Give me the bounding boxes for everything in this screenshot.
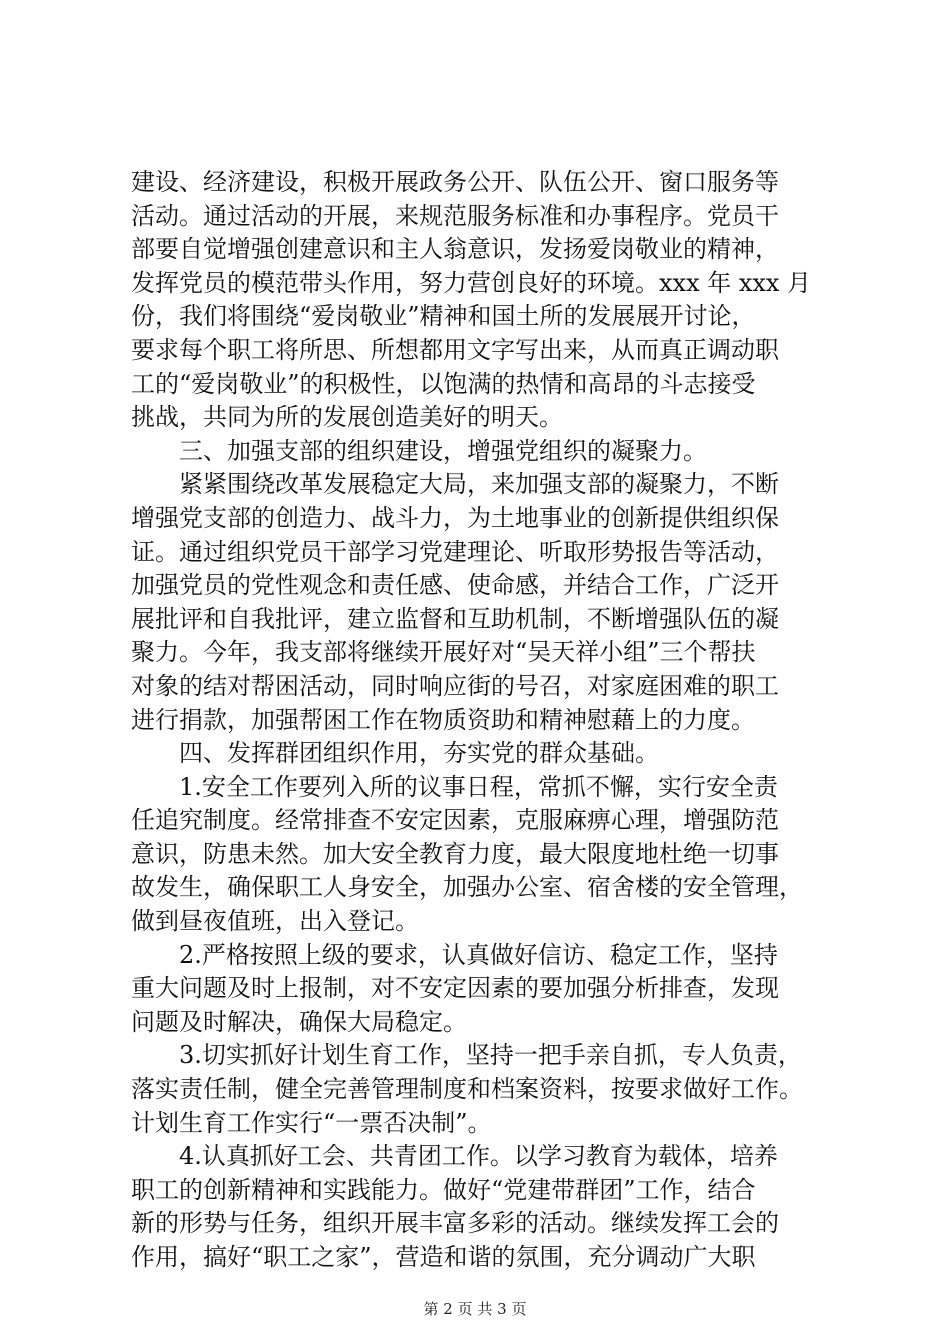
text-line: 落实责任制，健全完善管理制度和档案资料，按要求做好工作。 xyxy=(131,1075,803,1104)
text-line: 对象的结对帮困活动，同时响应街的号召，对家庭困难的职工 xyxy=(131,671,779,700)
document-body xyxy=(131,166,831,1275)
text-line: 加强党员的党性观念和责任感、使命感，并结合工作，广泛开 xyxy=(131,571,779,600)
text-line: 2.严格按照上级的要求，认真做好信访、稳定工作，坚持 xyxy=(179,940,778,969)
text-line: 故发生，确保职工人身安全，加强办公室、宿舍楼的安全管理， xyxy=(131,873,803,902)
text-line: 挑战，共同为所的发展创造美好的明天。 xyxy=(131,403,563,432)
text-line: 计划生育工作实行“一票否决制”。 xyxy=(131,1108,492,1137)
text-line: 问题及时解决，确保大局稳定。 xyxy=(131,1007,467,1036)
text-line: 意识，防患未然。加大安全教育力度，最大限度地杜绝一切事 xyxy=(131,839,779,868)
text-line: 份，我们将围绕“爱岗敬业”精神和国土所的发展展开讨论， xyxy=(131,302,756,331)
text-line: 作用，搞好“职工之家”，营造和谐的氛围，充分调动广大职 xyxy=(131,1243,756,1271)
page-number-footer: 第 2 页 共 3 页 xyxy=(423,1300,527,1318)
section-heading: 四、发挥群团组织作用，夯实党的群众基础。 xyxy=(179,739,659,768)
text-line: 重大问题及时上报制，对不安定因素的要加强分析排查，发现 xyxy=(131,974,779,1003)
text-line: 紧紧围绕改革发展稳定大局，来加强支部的凝聚力，不断 xyxy=(179,470,779,499)
text-line: 展批评和自我批评，建立监督和互助机制，不断增强队伍的凝 xyxy=(131,604,779,633)
text-line: 活动。通过活动的开展，来规范服务标准和办事程序。党员干 xyxy=(131,201,779,230)
text-line: 3.切实抓好计划生育工作，坚持一把手亲自抓，专人负责， xyxy=(179,1041,802,1070)
text-line: 建设、经济建设，积极开展政务公开、队伍公开、窗口服务等 xyxy=(131,168,779,196)
text-line: 聚力。今年，我支部将继续开展好对“吴天祥小组”三个帮扶 xyxy=(131,638,756,667)
text-line: 新的形势与任务，组织开展丰富多彩的活动。继续发挥工会的 xyxy=(131,1209,779,1238)
section-heading: 三、加强支部的组织建设，增强党组织的凝聚力。 xyxy=(179,436,707,465)
text-line: 4.认真抓好工会、共青团工作。以学习教育为载体，培养 xyxy=(179,1142,778,1171)
text-line: 工的“爱岗敬业”的积极性，以饱满的热情和高昂的斗志接受 xyxy=(131,369,756,398)
text-line: 做到昼夜值班，出入登记。 xyxy=(131,907,419,936)
text-line: 增强党支部的创造力、战斗力，为土地事业的创新提供组织保 xyxy=(131,503,779,532)
text-line: 部要自觉增强创建意识和主人翁意识，发扬爱岗敬业的精神， xyxy=(131,235,779,264)
text-line: 要求每个职工将所思、所想都用文字写出来，从而真正调动职 xyxy=(131,335,779,364)
text-line: 任追究制度。经常排查不安定因素，克服麻痹心理，增强防范 xyxy=(131,806,779,835)
text-line: 发挥党员的模范带头作用，努力营创良好的环境。xxx 年 xxx 月 xyxy=(131,268,812,297)
text-line: 职工的创新精神和实践能力。做好“党建带群团”工作，结合 xyxy=(131,1175,756,1204)
text-line: 1.安全工作要列入所的议事日程，常抓不懈，实行安全责 xyxy=(179,772,778,801)
text-line: 进行捐款，加强帮困工作在物质资助和精神慰藉上的力度。 xyxy=(131,705,755,734)
text-line: 证。通过组织党员干部学习党建理论、听取形势报告等活动， xyxy=(131,537,779,566)
